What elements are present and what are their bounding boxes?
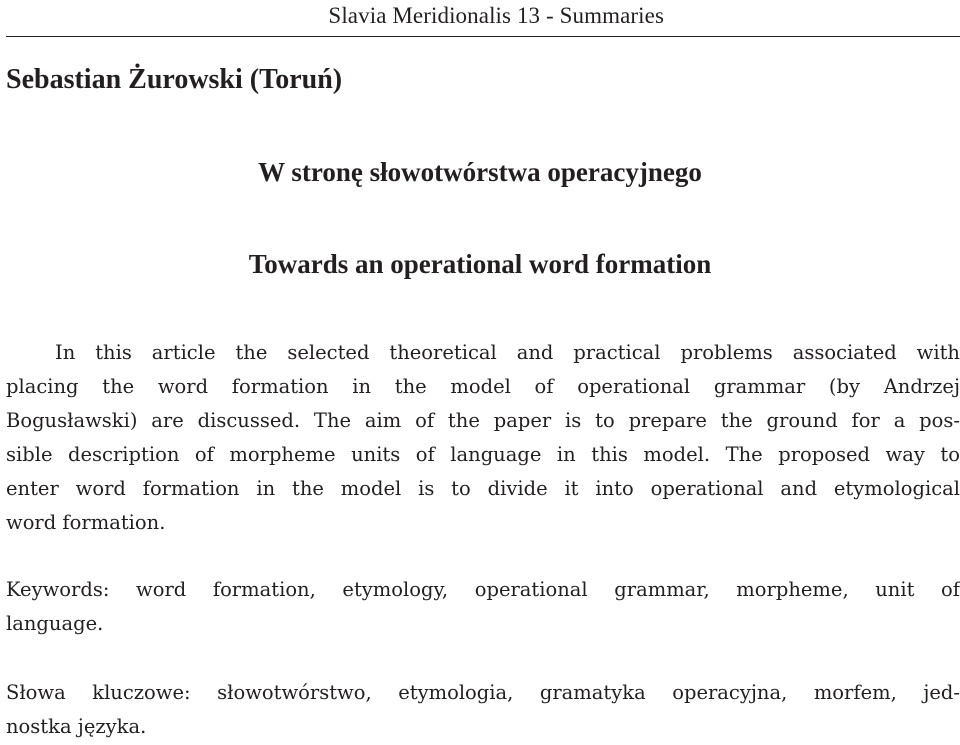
running-head: [0, 2, 960, 28]
abstract-line: Bogusławski) are discussed. The aim of the paper is to prepare the ground for a pos-: [6, 409, 960, 432]
header-rule: [6, 36, 960, 37]
slowa-kluczowe-line: Słowa kluczowe: słowotwórstwo, etymologia, gramatyka operacyjna, morfem, jed-: [6, 681, 960, 704]
title-polish: W stronę słowotwórstwa operacyjnego: [258, 157, 702, 187]
abstract-paragraph: [6, 336, 960, 540]
author-line: Sebastian Żurowski (Toruń): [6, 64, 343, 95]
keywords-line: Keywords: word formation, etymology, operational grammar, morpheme, unit of: [6, 578, 960, 601]
title-english: Towards an operational word formation: [248, 249, 712, 279]
keywords-line: language.: [6, 612, 104, 635]
slowa-kluczowe-paragraph: [6, 676, 960, 744]
abstract-line: sible description of morpheme units of language in this model. The proposed way to: [6, 443, 960, 466]
running-head-text: Slavia Meridionalis 13 - Summaries: [328, 3, 664, 28]
keywords-paragraph: [6, 573, 960, 641]
abstract-line: word formation.: [6, 511, 166, 534]
slowa-kluczowe-line: nostka języka.: [6, 715, 147, 738]
abstract-line: In this article the selected theoretical and practical problems associated with: [55, 341, 960, 364]
abstract-line: enter word formation in the model is to divide it into operational and etymological: [6, 477, 960, 500]
abstract-line: placing the word formation in the model of operational grammar (by Andrzej: [6, 375, 960, 398]
